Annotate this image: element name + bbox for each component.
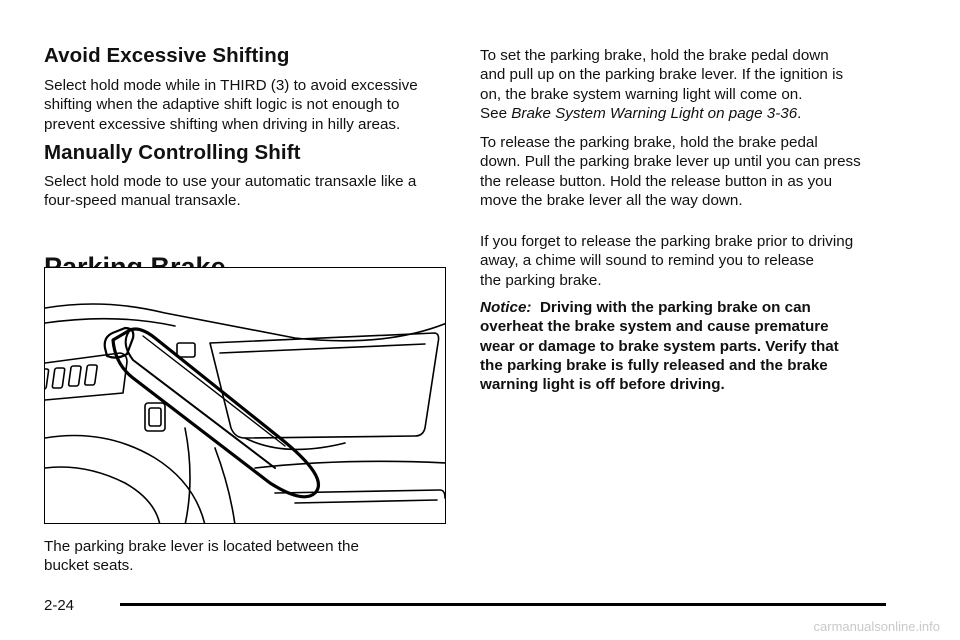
text-line: warning light is off before driving. <box>480 376 725 394</box>
text-line: the parking brake is fully released and the brake <box>480 356 828 374</box>
text-line: down. Pull the parking brake lever up until you can press <box>480 153 861 171</box>
paragraph-set-parking-brake <box>480 46 843 123</box>
watermark: carmanualsonline.info <box>813 619 940 634</box>
parking-brake-illustration <box>44 267 446 524</box>
text-line: prevent excessive shifting when driving in hilly areas. <box>44 115 401 133</box>
paragraph-manually-controlling-shift <box>44 172 416 211</box>
footer-rule <box>120 603 886 606</box>
text-line: shifting when the adaptive shift logic is not enough to <box>44 96 400 114</box>
text-line: To set the parking brake, hold the brake pedal down <box>480 47 829 64</box>
see-suffix: . <box>797 104 802 122</box>
text-line: four-speed manual transaxle. <box>44 192 241 210</box>
notice-first-line <box>480 298 839 317</box>
notice-label: Notice: <box>480 299 532 316</box>
text-line: Select hold mode while in THIRD (3) to avoid excessive <box>44 77 418 94</box>
text-line: wear or damage to brake system parts. Verify that <box>480 337 839 355</box>
text-line: the release button. Hold the release button in as you <box>480 172 833 190</box>
text-line: Select hold mode to use your automatic transaxle like a <box>44 173 417 190</box>
paragraph-avoid-excessive-shifting <box>44 76 418 134</box>
text-line: The parking brake lever is located between the <box>44 538 359 555</box>
page-number: 2-24 <box>44 597 75 614</box>
text-line: If you forget to release the parking brake prior to driving <box>480 233 854 250</box>
paragraph-chime-reminder <box>480 232 853 290</box>
cross-reference-link[interactable]: Brake System Warning Light on page 3-36 <box>511 104 798 122</box>
heading-manually-controlling-shift: Manually Controlling Shift <box>44 141 301 164</box>
text-line: bucket seats. <box>44 557 134 575</box>
text-line: To release the parking brake, hold the brake pedal <box>480 134 818 151</box>
text-line: move the brake lever all the way down. <box>480 191 743 209</box>
see-prefix: See <box>480 104 512 122</box>
paragraph-release-parking-brake <box>480 133 861 210</box>
text-line: away, a chime will sound to remind you to release <box>480 252 815 270</box>
text-line: and pull up on the parking brake lever. If the ignition is <box>480 66 844 84</box>
text-line: the parking brake. <box>480 271 602 289</box>
text-line: on, the brake system warning light will come on. <box>480 85 803 103</box>
text-line: Driving with the parking brake on can <box>539 299 811 316</box>
notice-paragraph <box>480 298 839 394</box>
text-line: overheat the brake system and cause premature <box>480 318 829 336</box>
heading-avoid-excessive-shifting: Avoid Excessive Shifting <box>44 44 290 67</box>
figure-caption <box>44 537 359 576</box>
see-reference-line <box>480 104 843 123</box>
parking-brake-lever-drawing <box>45 268 446 524</box>
